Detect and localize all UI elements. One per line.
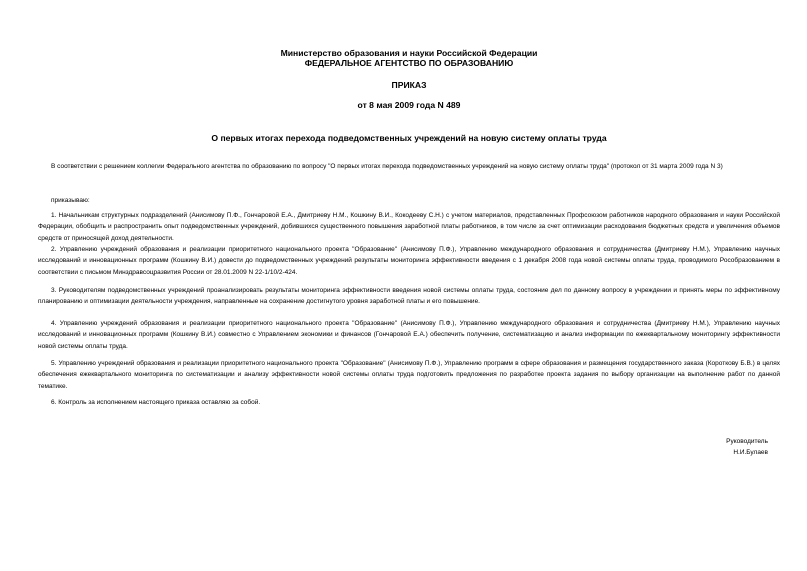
- signature-name: Н.И.Булаев: [733, 449, 768, 456]
- order-item-3: 3. Руководителям подведомственных учреждений проанализировать результаты мониторинга эффективности введения новой системы оплаты труда, состояние дел по данному вопросу в учреждении и принять меры по эффективному планированию и оптимизации деятельности учреждения, направленные на сохранение достигнутого уровня заработной платы и его повышение.: [38, 287, 780, 306]
- document-page: [38, 38, 780, 538]
- intro-paragraph: В соответствии с решением коллегии Федерального агентства по образованию по вопросу "О первых итогах перехода подведомственных учреждений на новую систему оплаты труда" (протокол от 31 марта 2009 года N 3): [51, 163, 723, 170]
- order-item-1: 1. Начальникам структурных подразделений (Анисимову П.Ф., Гончаровой Е.А., Дмитриеву Н.М., Кошкину В.И., Кокодееву С.Н.) с учетом материалов, представленных Профсоюзом работников народного образования и науки Российской Федерации, обобщить и распространить опыт подведомственных учреждений, добившихся существенного повышения заработной платы работников, в том числе за счет оптимизации расходования бюджетных средств и увеличения объемов средств от приносящей доход деятельности.: [38, 212, 780, 242]
- signature-position: Руководитель: [726, 438, 768, 445]
- order-word: приказываю:: [51, 197, 90, 204]
- order-item-5: 5. Управлению учреждений образования и реализации приоритетного национального проекта "Образование" (Анисимову П.Ф.), Управлению программ в сфере образования и размещения государственного заказа (Короткову Б.В.) в целях обеспечения ежеквартального мониторинга по систематизации и анализу эффективности новой системы оплаты труда подготовить предложения по разработке проекта задания по выбору организации на выполнение работ по данной тематике.: [38, 360, 780, 390]
- document-date-number: от 8 мая 2009 года N 489: [357, 100, 461, 110]
- document-title: О первых итогах перехода подведомственных учреждений на новую систему оплаты труда: [211, 133, 607, 143]
- agency-name: ФЕДЕРАЛЬНОЕ АГЕНТСТВО ПО ОБРАЗОВАНИЮ: [304, 58, 514, 68]
- order-item-2: 2. Управлению учреждений образования и реализации приоритетного национального проекта "Образование" (Анисимову П.Ф.), Управлению международного образования и сотрудничества (Дмитриеву Н.М.), Управлению научных исследований и инновационных программ (Кошкину В.И.) довести до подведомственных учреждений результаты мониторинга эффективности введения с 1 декабря 2008 года новой системы оплаты труда, проводимого Рособразованием в соответствии с письмом Минздравсоцразвития России от 28.01.2009 N 22-1/10/2-424.: [38, 246, 780, 276]
- order-item-4: 4. Управлению учреждений образования и реализации приоритетного национального проекта "Образование" (Анисимову П.Ф.), Управлению международного образования и сотрудничества (Дмитриеву Н.М.), Управлению научных исследований и инновационных программ (Кошкину В.И.) совместно с Управлением экономики и финансов (Гончаровой Е.А.) обеспечить получение, систематизацию и анализ информации по ежеквартальному мониторингу эффективности новой системы оплаты труда.: [38, 320, 780, 350]
- order-item-6: 6. Контроль за исполнением настоящего приказа оставляю за собой.: [51, 399, 261, 406]
- document-type: ПРИКАЗ: [391, 80, 427, 90]
- ministry-name: Министерство образования и науки Российской Федерации: [280, 48, 538, 58]
